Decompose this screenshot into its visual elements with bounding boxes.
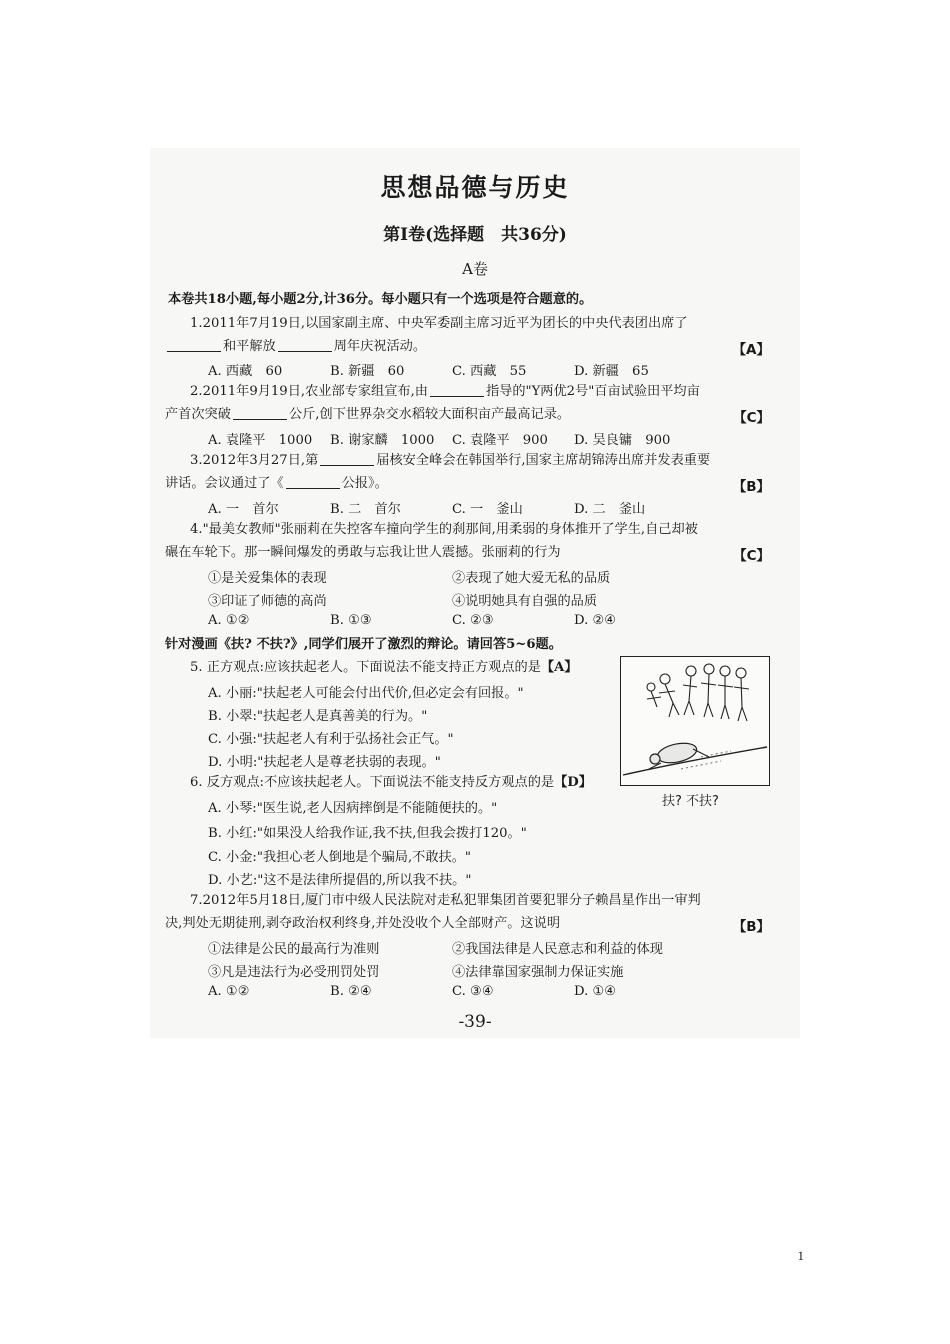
q4-item-4: ④说明她具有自强的品质: [452, 594, 598, 609]
q1-option-c: C. 西藏 55: [452, 364, 527, 379]
q4-option-a: A. ①②: [208, 613, 250, 628]
q3-option-d: D. 二 釜山: [574, 502, 646, 517]
q2-option-b: B. 谢家麟 1000: [330, 433, 435, 448]
q7-option-a: A. ①②: [208, 984, 250, 999]
section-heading: A卷: [462, 260, 488, 278]
comic-illustration: [620, 656, 770, 786]
fill-blank: [320, 453, 374, 466]
q4-item-1: ①是关爱集体的表现: [208, 571, 327, 586]
q5-option-d: D. 小明:"扶起老人是尊老扶弱的表现。": [208, 755, 441, 770]
q4-option-b: B. ①③: [330, 613, 372, 628]
footer-page-number: 1: [797, 1248, 804, 1263]
q3-answer: 【B】: [732, 479, 770, 495]
fill-blank: [430, 384, 484, 397]
fill-blank: [286, 476, 340, 489]
q6-answer: 【D】: [554, 775, 592, 790]
document-title: 思想品德与历史: [380, 173, 570, 202]
q7-item-1: ①法律是公民的最高行为准则: [208, 942, 380, 957]
q7-stem-line1: 7.2012年5月18日,厦门市中级人民法院对走私犯罪集团首要犯罪分子赖昌星作出一审判: [190, 893, 701, 908]
comic-intro: 针对漫画《扶? 不扶?》,同学们展开了激烈的辩论。请回答5~6题。: [165, 637, 562, 652]
q1-option-d: D. 新疆 65: [574, 364, 649, 379]
q3-stem-line1: 3.2012年3月27日,第 届核安全峰会在韩国举行,国家主席胡锦涛出席并发表重要: [190, 453, 711, 468]
q5-option-b: B. 小翠:"扶起老人是真善美的行为。": [208, 709, 428, 724]
q2-option-d: D. 吴良镛 900: [574, 433, 671, 448]
fill-blank: [278, 339, 332, 352]
q2-stem-line2: 产首次突破 公斤,创下世界杂交水稻较大面积亩产最高记录。: [165, 407, 571, 422]
q2-answer: 【C】: [733, 410, 770, 426]
q7-option-d: D. ①④: [574, 984, 617, 999]
q2-stem-line1: 2.2011年9月19日,农业部专家组宣布,由 指导的"Y两优2号"百亩试验田平均亩: [190, 384, 700, 399]
q2-option-c: C. 袁隆平 900: [452, 433, 548, 448]
q5-option-a: A. 小丽:"扶起老人可能会付出代价,但必定会有回报。": [208, 686, 524, 701]
q1-stem-line2: 和平解放 周年庆祝活动。: [165, 338, 426, 356]
q4-stem-line2: 碾在车轮下。那一瞬间爆发的勇敢与忘我让世人震撼。张丽莉的行为: [165, 545, 561, 560]
q1-answer: 【A】: [732, 342, 770, 358]
q3-option-c: C. 一 釜山: [452, 502, 523, 517]
q7-stem-line2: 决,判处无期徒刑,剥夺政治权利终身,并处没收个人全部财产。这说明: [165, 916, 561, 931]
q6-stem: 6. 反方观点:不应该扶起老人。下面说法不能支持反方观点的是【D】: [190, 775, 592, 790]
q5-option-c: C. 小强:"扶起老人有利于弘扬社会正气。": [208, 732, 454, 747]
q6-option-a: A. 小琴:"医生说,老人因病摔倒是不能随便扶的。": [208, 801, 498, 816]
q3-stem-line2: 讲话。会议通过了《 公报》。: [165, 476, 388, 491]
q7-option-b: B. ②④: [330, 984, 372, 999]
q6-option-d: D. 小艺:"这不是法律所提倡的,所以我不扶。": [208, 873, 472, 888]
q7-item-2: ②我国法律是人民意志和利益的体现: [452, 942, 663, 957]
q6-option-b: B. 小红:"如果没人给我作证,我不扶,但我会拨打120。": [208, 826, 527, 841]
comic-caption: 扶? 不扶?: [662, 794, 719, 809]
q7-answer: 【B】: [732, 919, 770, 935]
q3-option-a: A. 一 首尔: [208, 502, 279, 517]
q7-option-c: C. ③④: [452, 984, 494, 999]
instructions: 本卷共18小题,每小题2分,计36分。每小题只有一个选项是符合题意的。: [168, 292, 593, 307]
q6-option-c: C. 小金:"我担心老人倒地是个骗局,不敢扶。": [208, 850, 471, 865]
q1-option-a: A. 西藏 60: [208, 364, 283, 379]
q4-answer: 【C】: [733, 548, 770, 564]
q4-item-3: ③印证了师德的高尚: [208, 594, 327, 609]
q7-item-4: ④法律靠国家强制力保证实施: [452, 965, 624, 980]
q4-stem-line1: 4."最美女教师"张丽莉在失控客车撞向学生的刹那间,用柔弱的身体推开了学生,自己却被: [190, 522, 698, 537]
q5-answer: 【A】: [540, 660, 578, 675]
q4-option-d: D. ②④: [574, 613, 617, 628]
q4-option-c: C. ②③: [452, 613, 494, 628]
q7-item-3: ③凡是违法行为必受刑罚处罚: [208, 965, 380, 980]
q5-stem: 5. 正方观点:应该扶起老人。下面说法不能支持正方观点的是【A】: [190, 660, 578, 675]
scan-page-number: -39-: [458, 1012, 492, 1032]
comic-drawing: [621, 657, 769, 785]
fill-blank: [167, 339, 221, 352]
q4-item-2: ②表现了她大爱无私的品质: [452, 571, 611, 586]
q1-option-b: B. 新疆 60: [330, 364, 405, 379]
fill-blank: [233, 407, 287, 420]
q1-stem-line1: 1.2011年7月19日,以国家副主席、中央军委副主席习近平为团长的中央代表团出席了: [190, 316, 688, 331]
q3-option-b: B. 二 首尔: [330, 502, 401, 517]
part-heading: 第Ⅰ卷(选择题 共36分): [383, 225, 567, 245]
q2-option-a: A. 袁隆平 1000: [208, 433, 313, 448]
